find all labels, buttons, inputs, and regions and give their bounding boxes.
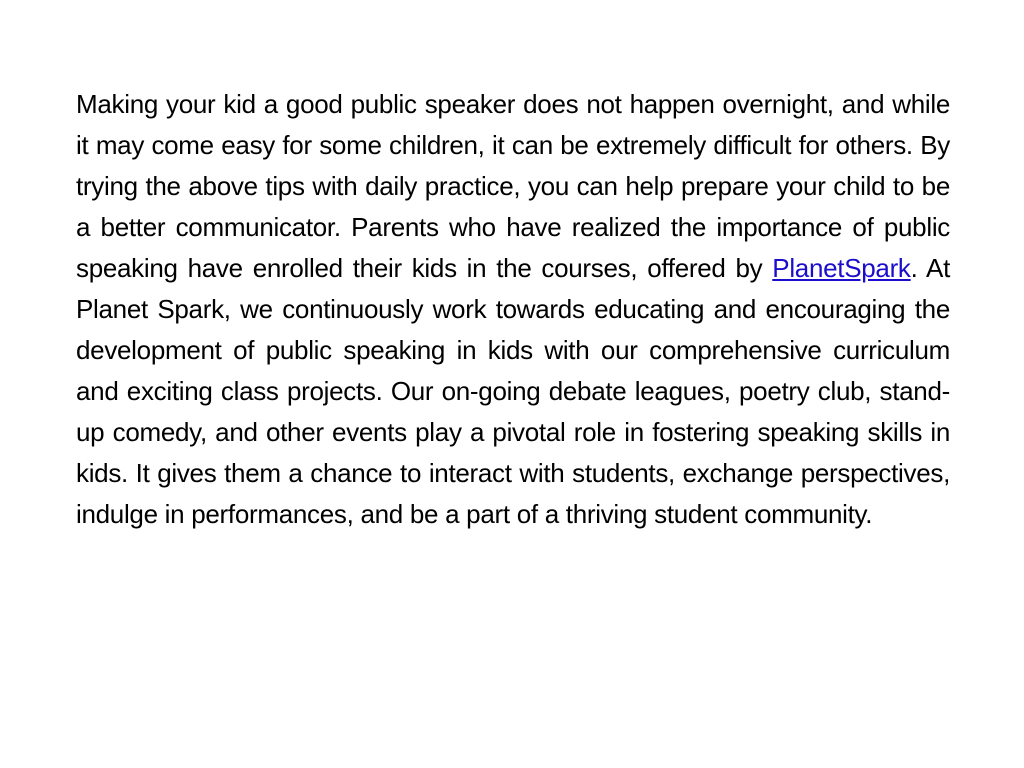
planetspark-link[interactable]: PlanetSpark — [772, 253, 911, 283]
paragraph-text-before-link: Making your kid a good public speaker does not happen overnight, and while it may come easy for some children, it can be extremely difficult for others. By trying the above tips with daily practice, you can help prepare your child to be a better communicator. Parents who have realized the importance of public speaking have enrolled their kids in the courses, offered by — [76, 89, 950, 283]
body-paragraph — [76, 84, 950, 535]
paragraph-text-after-link: . At Planet Spark, we continuously work towards educating and encouraging the development of public speaking in kids with our comprehensive curriculum and exciting class projects. Our on-going debate leagues, poetry club, stand-up comedy, and other events play a pivotal role in fostering speaking skills in kids. It gives them a chance to interact with students, exchange perspectives, indulge in performances, and be a part of a thriving student community. — [76, 253, 951, 529]
